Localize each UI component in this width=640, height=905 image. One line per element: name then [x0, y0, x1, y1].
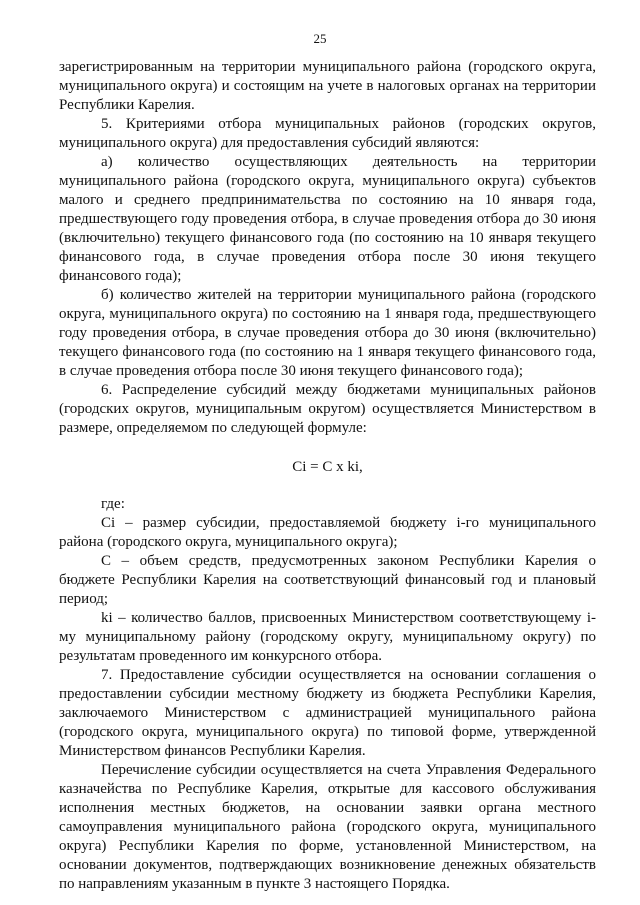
paragraph-item-5: 5. Критериями отбора муниципальных районов (городских округов, муниципального округа) для предоставления субсидий являются:: [59, 116, 596, 151]
where-label: где:: [101, 496, 125, 512]
formula: Ci = C x ki,: [292, 459, 363, 475]
paragraph-continuation: зарегистрированным на территории муниципального района (городского округа, муниципального округа) и состоящим на учете в налоговых органах на территории Республики Карелия.: [59, 59, 596, 113]
definition-ci: Ci – размер субсидии, предоставляемой бюджету i-го муниципального района (городского округа, муниципального округа);: [59, 515, 596, 550]
definition-c: С – объем средств, предусмотренных законом Республики Карелия о бюджете Республики Карелия на соответствующий финансовый год и плановый период;: [59, 553, 596, 607]
criterion-a: а) количество осуществляющих деятельность на территории муниципального района (городского округа, муниципального округа) субъектов малого и среднего предпринимательства по состоянию на 10 января года, предшествующего году проведения отбора, в случае проведения отбора до 30 июня (включительно) текущего финансового года (по состоянию на 10 января текущего финансового года, в случае проведения отбора после 30 июня текущего финансового года);: [59, 154, 596, 284]
paragraph-item-6: 6. Распределение субсидий между бюджетами муниципальных районов (городских округов, муниципальным округом) осуществляется Министерством в размере, определяемом по следующей формуле:: [59, 382, 596, 436]
paragraph-transfer: Перечисление субсидии осуществляется на счета Управления Федерального казначейства по Республике Карелия, открытые для кассового обслуживания исполнения местных бюджетов, на основании заявки органа местного самоуправления муниципального района (городского округа, муниципального округа) Республики Карелия по форме, установленной Министерством, на основании документов, подтверждающих возникновение денежных обязательств по направлениям указанным в пункте 3 настоящего Порядка.: [59, 762, 596, 892]
page-number: 25: [313, 31, 327, 46]
criterion-b: б) количество жителей на территории муниципального района (городского округа, муниципального округа) по состоянию на 1 января года, предшествующего году проведения отбора, в случае проведения отбора до 30 июня (включительно) текущего финансового года (по состоянию на 1 января текущего финансового года, в случае проведения отбора после 30 июня текущего финансового года);: [59, 287, 596, 379]
paragraph-item-7: 7. Предоставление субсидии осуществляется на основании соглашения о предоставлении субсидии местному бюджету из бюджета Республики Карелия, заключаемого Министерством с администрацией муниципального района (городского округа, муниципального округа) по типовой форме, утвержденной Министерством финансов Республики Карелия.: [59, 667, 596, 759]
document-body: [59, 58, 596, 894]
definition-ki: ki – количество баллов, присвоенных Министерством соответствующему i-му муниципальному району (городскому округу, муниципальному округу) по результатам проведенного им конкурсного отбора.: [59, 610, 596, 664]
